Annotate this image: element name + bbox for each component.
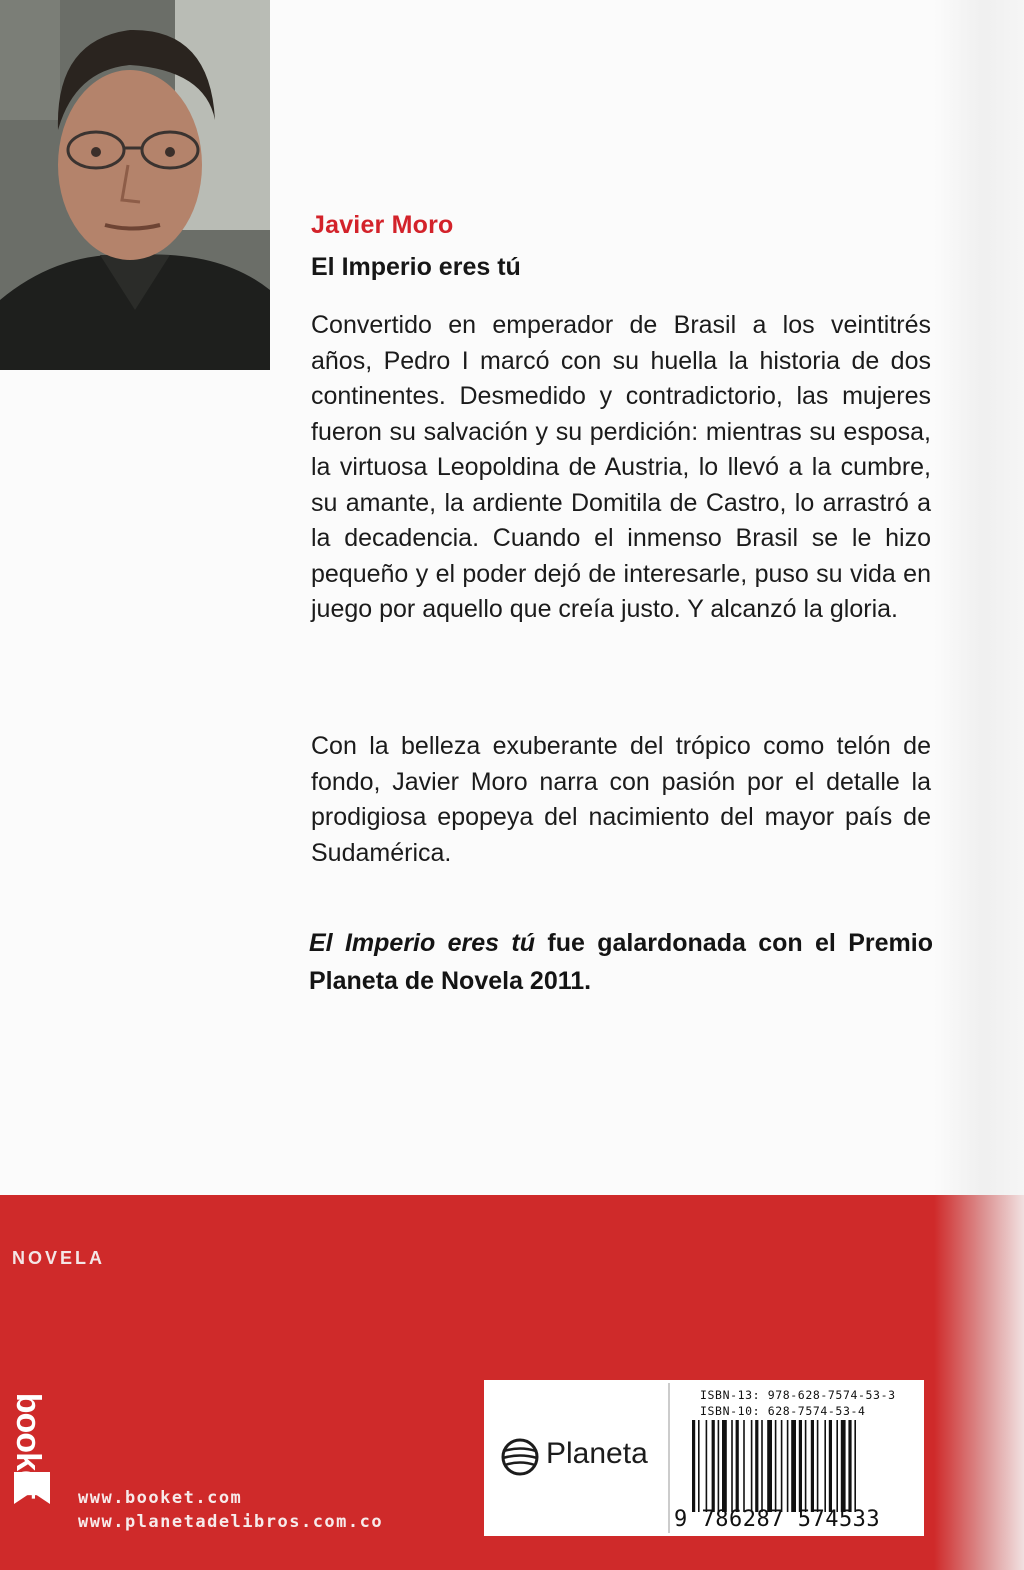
isbn-10: ISBN-10: 628-7574-53-4 <box>700 1404 866 1418</box>
planeta-globe-icon <box>500 1437 540 1477</box>
author-name: Javier Moro <box>311 211 454 239</box>
book-title: El Imperio eres tú <box>311 253 521 281</box>
barcode-icon <box>690 1420 908 1512</box>
synopsis-paragraph-1: Convertido en emperador de Brasil a los veintitrés años, Pedro I marcó con su huella la historia de dos continentes. Desmedido y contradictorio, las mujeres fueron su salvación y su perdición: mientras su esposa, la virtuosa Leopoldina de Austria, lo llevó a la cumbre, su amante, la ardiente Domitila de Castro, lo arrastró a la decadencia. Cuando el inmenso Brasil se le hizo pequeño y el poder dejó de interesarle, puso su vida en juego por aquello que creía justo. Y alcanzó la gloria. <box>311 311 931 623</box>
synopsis-paragraph-2: Con la belleza exuberante del trópico como telón de fondo, Javier Moro narra con pasión por el detalle la prodigiosa epopeya del nacimiento del mayor país de Sudamérica. <box>311 732 931 867</box>
genre-label: NOVELA <box>12 1248 106 1268</box>
imprint-logo-text: booket <box>9 1392 48 1499</box>
award-book-title: El Imperio eres tú <box>309 929 536 957</box>
award-text: fue galardonada con el Premio Planeta de Novela 2011. <box>309 929 933 995</box>
isbn-13: ISBN-13: 978-628-7574-53-3 <box>700 1388 896 1402</box>
barcode-digits: 9 786287 574533 <box>674 1507 881 1532</box>
booket-url[interactable]: www.booket.com <box>78 1488 243 1508</box>
planetadelibros-url[interactable]: www.planetadelibros.com.co <box>78 1512 384 1532</box>
publisher-name: Planeta <box>546 1437 648 1470</box>
author-photo <box>0 0 270 370</box>
award-statement <box>309 924 933 1000</box>
